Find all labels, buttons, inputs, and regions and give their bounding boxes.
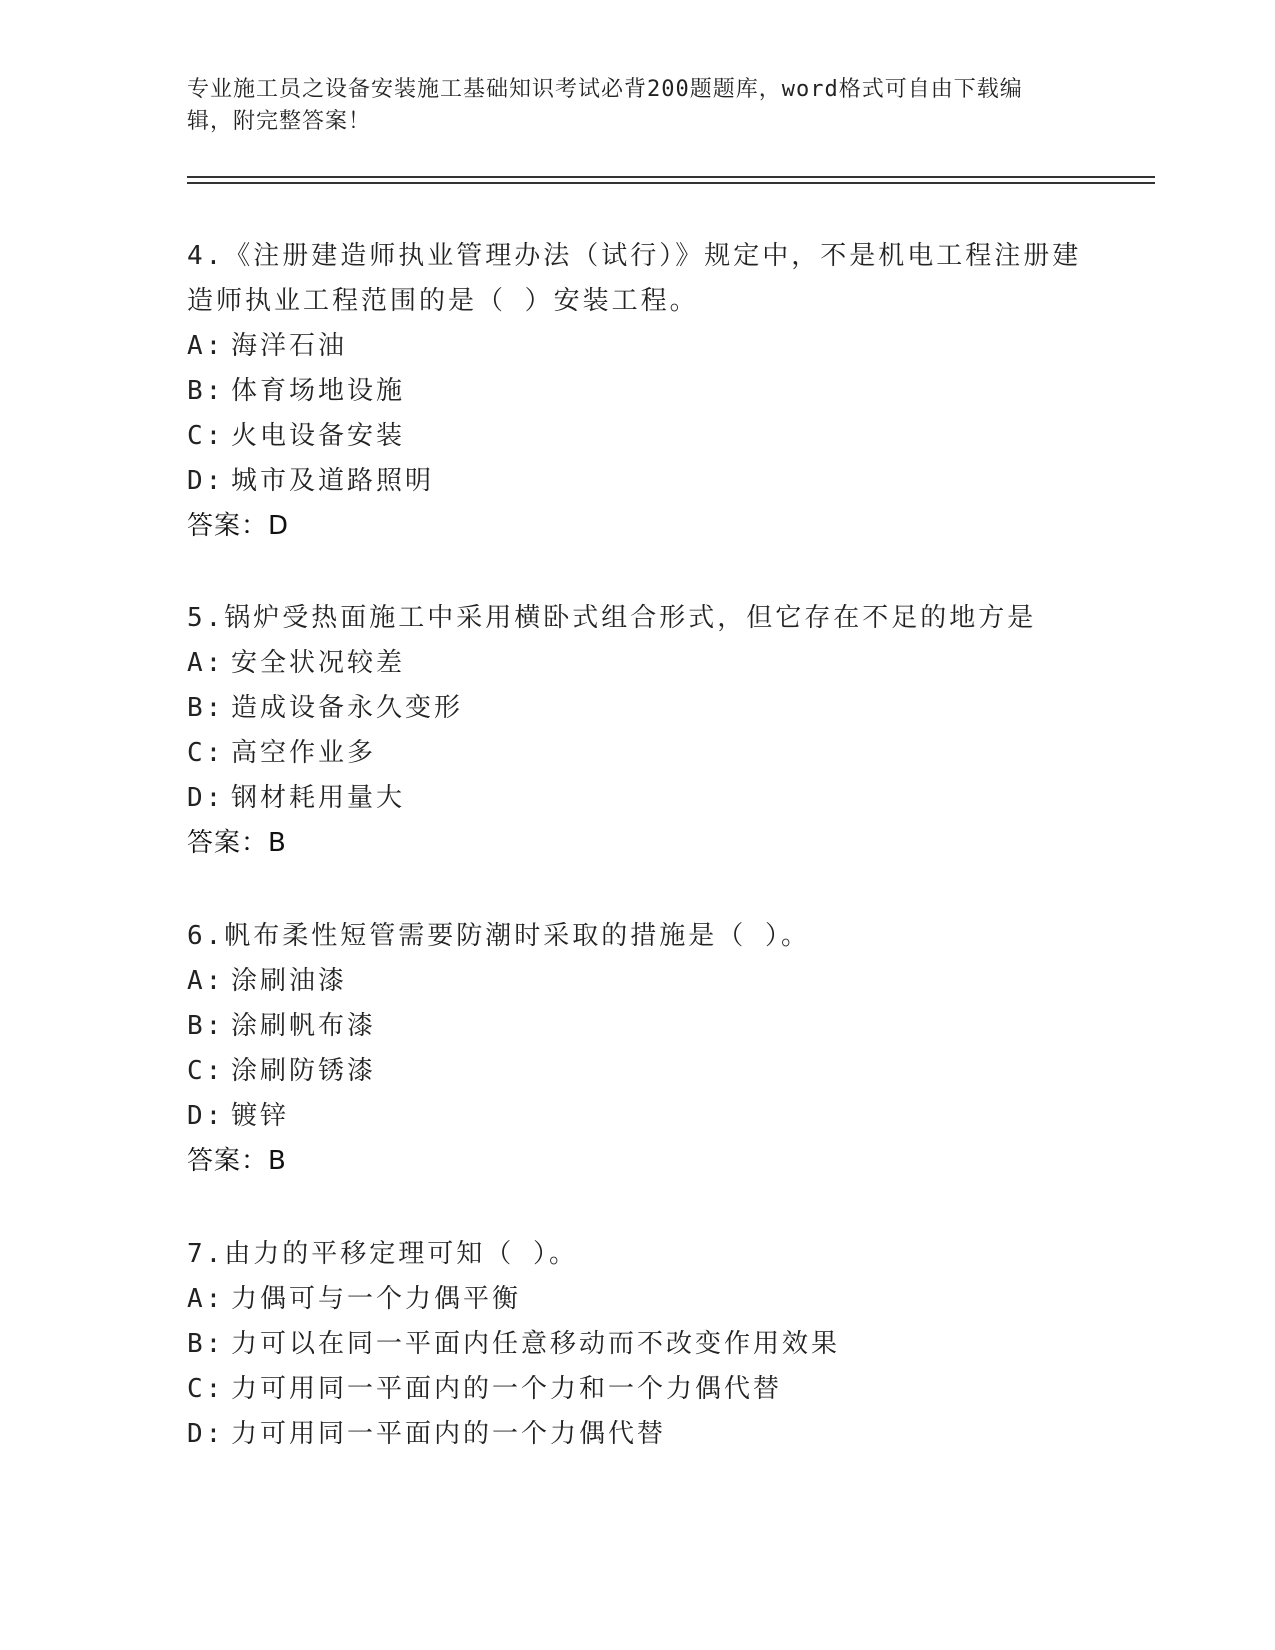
option-text: 镀锌	[231, 1101, 290, 1131]
question-6	[187, 914, 1087, 1184]
option-d	[187, 1094, 1087, 1139]
question-5	[187, 596, 1087, 866]
option-a	[187, 959, 1087, 1004]
option-text: 造成设备永久变形	[231, 693, 464, 723]
option-a	[187, 641, 1087, 686]
option-b	[187, 686, 1087, 731]
option-c	[187, 1049, 1087, 1094]
option-d	[187, 776, 1087, 821]
option-letter: B:	[187, 693, 225, 723]
question-4	[187, 234, 1087, 549]
option-d	[187, 1412, 1087, 1457]
option-text: 涂刷油漆	[231, 966, 348, 996]
option-letter: B:	[187, 376, 225, 406]
option-text: 力偶可与一个力偶平衡	[231, 1284, 522, 1314]
option-letter: B:	[187, 1011, 225, 1041]
option-c	[187, 414, 1087, 459]
option-letter: C:	[187, 738, 225, 768]
option-letter: C:	[187, 1374, 225, 1404]
question-stem: 4.《注册建造师执业管理办法（试行）》规定中，不是机电工程注册建造师执业工程范围的是（ ）安装工程。	[187, 241, 1082, 316]
option-letter: A:	[187, 331, 225, 361]
document-header: 专业施工员之设备安装施工基础知识考试必背200题题库，word格式可自由下载编辑，附完整答案！	[187, 77, 1023, 134]
option-a	[187, 1277, 1087, 1322]
option-text: 体育场地设施	[231, 376, 406, 406]
question-stem: 5.锅炉受热面施工中采用横卧式组合形式，但它存在不足的地方是	[187, 603, 1037, 633]
option-letter: D:	[187, 1101, 225, 1131]
option-text: 力可用同一平面内的一个力偶代替	[231, 1419, 667, 1449]
option-letter: D:	[187, 466, 225, 496]
option-text: 力可以在同一平面内任意移动而不改变作用效果	[231, 1329, 841, 1359]
option-c	[187, 1367, 1087, 1412]
option-letter: A:	[187, 648, 225, 678]
option-a	[187, 324, 1087, 369]
option-text: 海洋石油	[231, 331, 348, 361]
option-c	[187, 731, 1087, 776]
option-text: 力可用同一平面内的一个力和一个力偶代替	[231, 1374, 783, 1404]
option-letter: A:	[187, 1284, 225, 1314]
option-text: 涂刷帆布漆	[231, 1011, 377, 1041]
option-b	[187, 1322, 1087, 1367]
option-letter: D:	[187, 1419, 225, 1449]
option-letter: C:	[187, 421, 225, 451]
option-letter: B:	[187, 1329, 225, 1359]
option-b	[187, 1004, 1087, 1049]
option-b	[187, 369, 1087, 414]
option-letter: D:	[187, 783, 225, 813]
option-letter: A:	[187, 966, 225, 996]
answer-line: 答案：B	[187, 828, 287, 858]
option-text: 高空作业多	[231, 738, 377, 768]
question-stem: 6.帆布柔性短管需要防潮时采取的措施是（ ）。	[187, 921, 810, 951]
answer-line: 答案：B	[187, 1146, 287, 1176]
question-stem: 7.由力的平移定理可知（ ）。	[187, 1239, 578, 1269]
option-text: 城市及道路照明	[231, 466, 435, 496]
option-text: 钢材耗用量大	[231, 783, 406, 813]
question-7	[187, 1232, 1087, 1457]
option-text: 火电设备安装	[231, 421, 406, 451]
option-letter: C:	[187, 1056, 225, 1086]
header-divider-bottom	[187, 182, 1155, 184]
answer-line: 答案：D	[187, 511, 290, 541]
option-text: 涂刷防锈漆	[231, 1056, 377, 1086]
option-d	[187, 459, 1087, 504]
header-divider-top	[187, 176, 1155, 178]
option-text: 安全状况较差	[231, 648, 406, 678]
